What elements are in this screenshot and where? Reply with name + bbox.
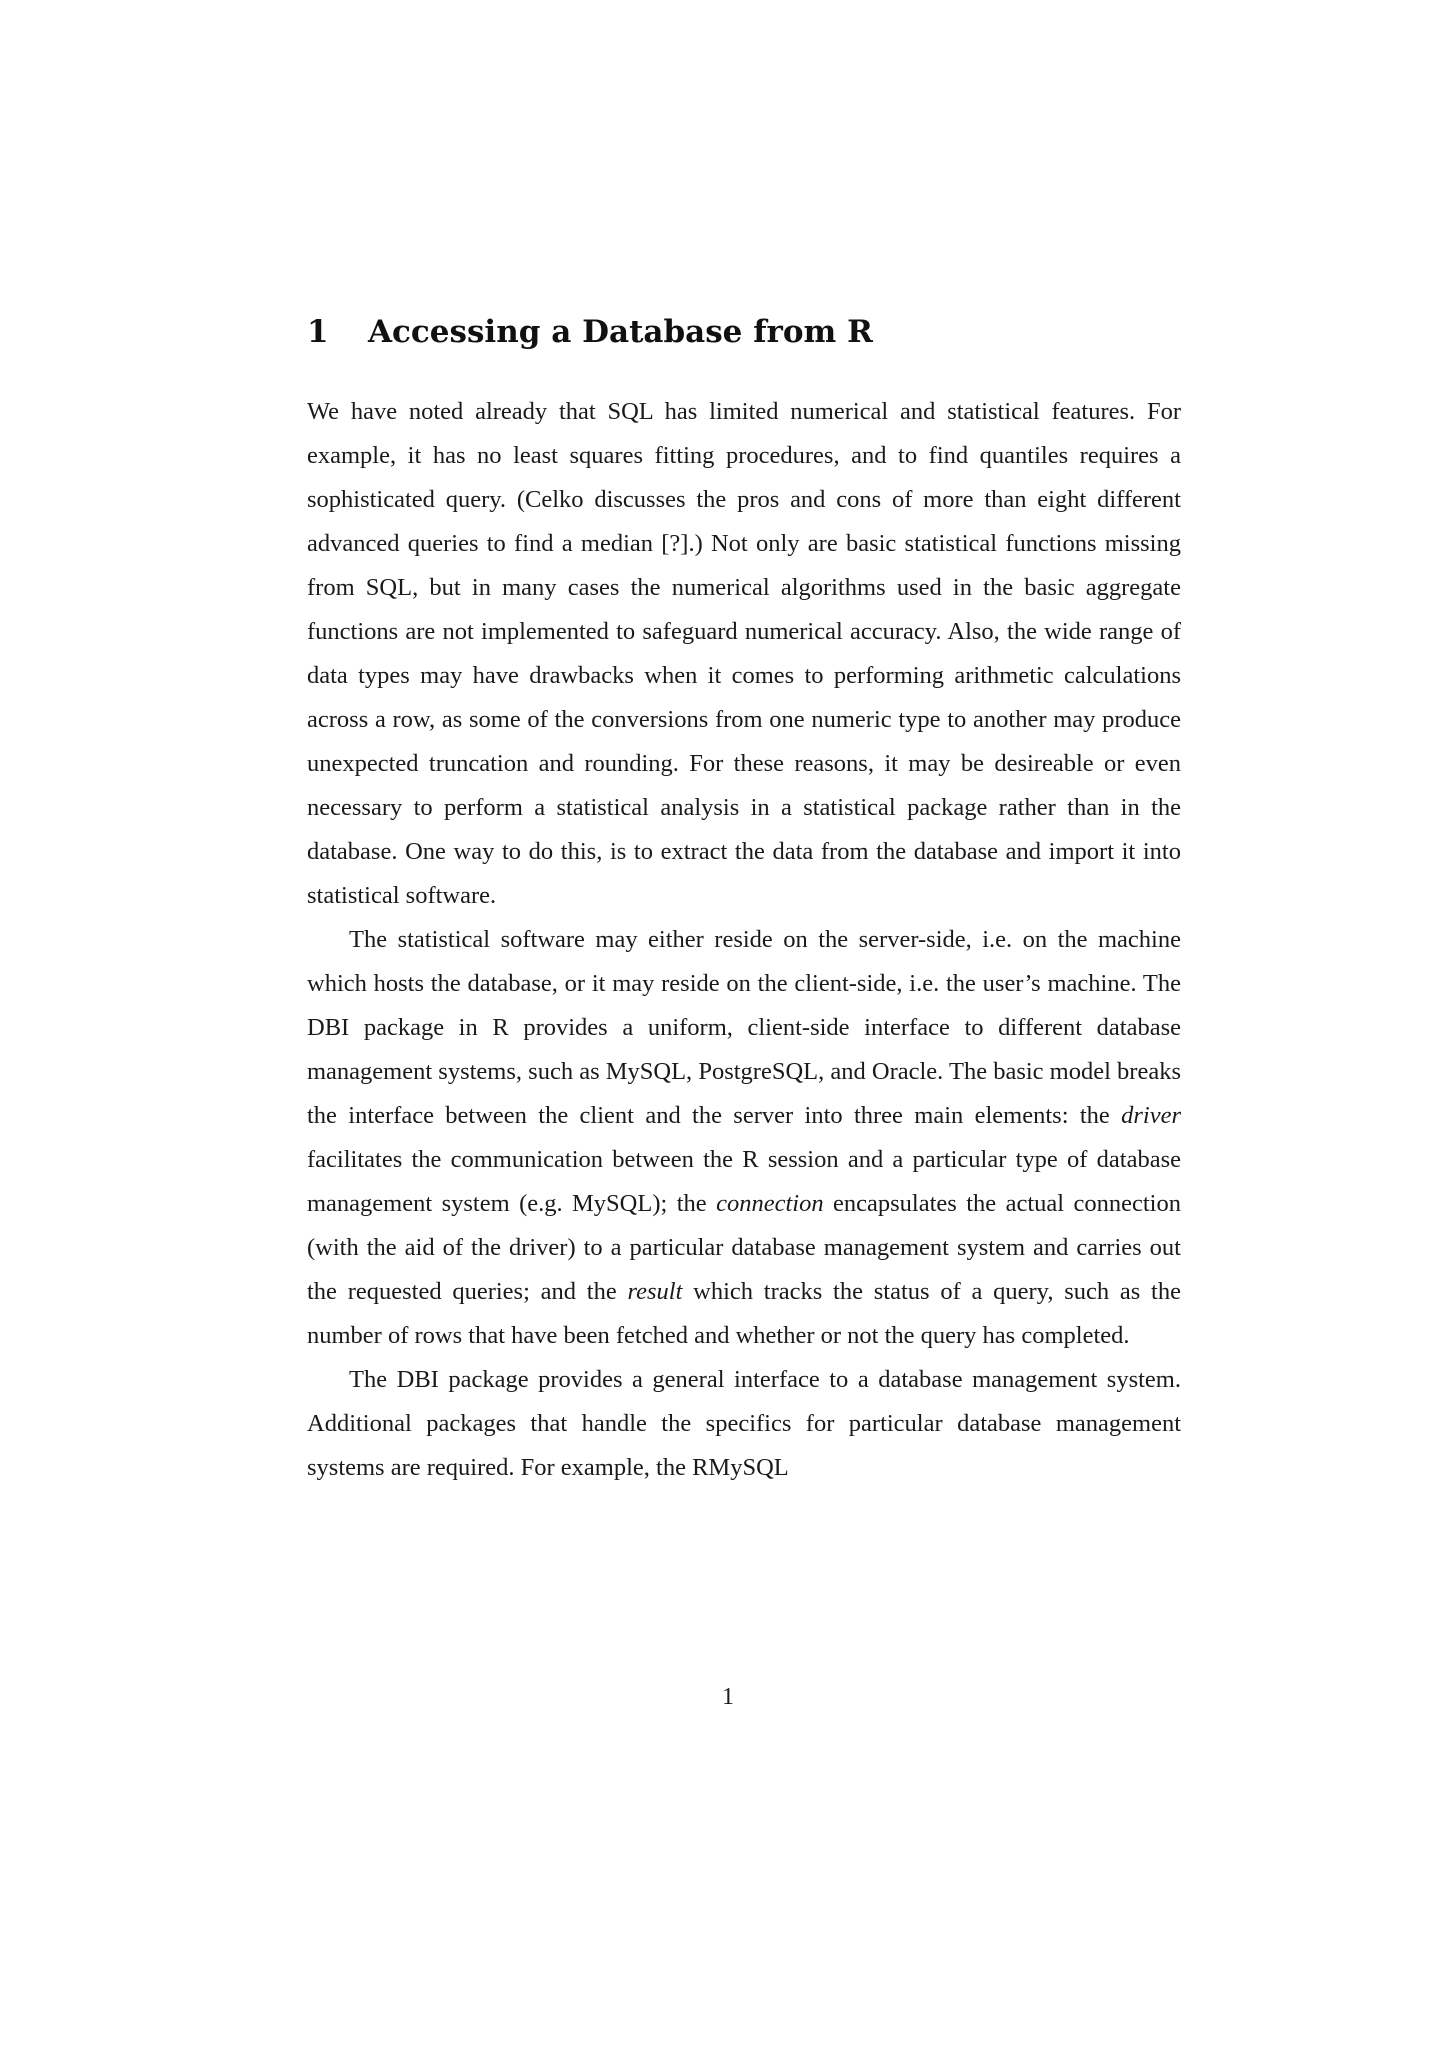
- term-result: result: [627, 1278, 683, 1305]
- paragraph-text-segment: which tracks the status of a query, such as the number of rows that have been fetched and whether or not the query has completed.: [307, 1278, 1181, 1349]
- paragraph-dbi-packages: The DBI package provides a general interface to a database management system. Additional packages that handle the specifics for particular database management systems are required. For example, the RMySQL: [307, 1366, 1181, 1481]
- section-number: 1: [307, 314, 329, 350]
- paragraph-text-segment: The statistical software may either reside on the server-side, i.e. on the machine which hosts the database, or it may reside on the client-side, i.e. the user’s machine. The DBI package in R provides a uniform, client-side interface to different database management systems, such as MySQL, PostgreSQL, and Oracle. The basic model breaks the interface between the client and the server into three main elements: the: [307, 926, 1181, 1129]
- paragraph-intro: We have noted already that SQL has limited numerical and statistical features. For example, it has no least squares fitting procedures, and to find quantiles requires a sophisticated query. (Celko discusses the pros and cons of more than eight different advanced queries to find a median [?].) Not only are basic statistical functions missing from SQL, but in many cases the numerical algorithms used in the basic aggregate functions are not implemented to safeguard numerical accuracy. Also, the wide range of data types may have drawbacks when it comes to performing arithmetic calculations across a row, as some of the conversions from one numeric type to another may produce unexpected truncation and rounding. For these reasons, it may be desireable or even necessary to perform a statistical analysis in a statistical package rather than in the database. One way to do this, is to extract the data from the database and import it into statistical software.: [307, 398, 1181, 909]
- body-text: [307, 390, 1181, 1490]
- section-heading: [307, 312, 873, 352]
- paragraph-text-segment: facilitates the communication between the R session and a particular type of database management system (e.g. MySQL); the: [307, 1146, 1181, 1217]
- section-title: Accessing a Database from R: [368, 314, 873, 350]
- term-connection: connection: [716, 1190, 824, 1217]
- paragraph-text-segment: encapsulates the actual connection (with the aid of the driver) to a particular database management system and carries out the requested queries; and the: [307, 1190, 1181, 1305]
- term-driver: driver: [1121, 1102, 1181, 1129]
- page-number: 1: [722, 1684, 734, 1710]
- paragraph-dbi-model: [307, 918, 1181, 1358]
